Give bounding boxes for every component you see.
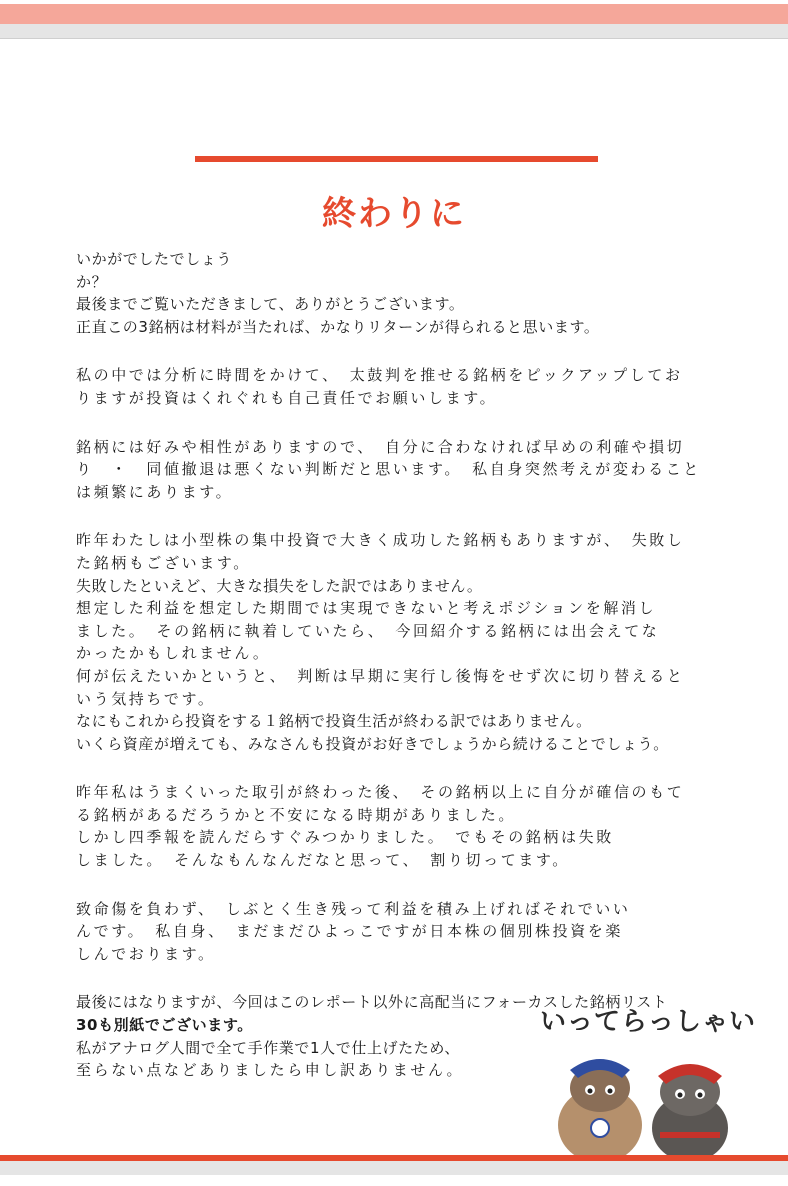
footer-gray-band <box>0 1161 788 1175</box>
text-line: 何が伝えたいかというと、 判断は早期に実行し後悔をせず次に切り替えると <box>76 666 685 685</box>
text-line: か？ <box>76 272 108 291</box>
header-accent-band <box>0 4 788 24</box>
text-line: た銘柄もございます。 <box>76 553 251 572</box>
text-line: しかし四季報を読んだらすぐみつかりました。 でもその銘柄は失敗 <box>76 828 614 847</box>
body-text <box>76 248 766 1108</box>
text-line: いう気持ちです。 <box>76 689 216 708</box>
text-line: は頻繁にあります。 <box>76 482 234 501</box>
paragraph-intro <box>76 248 766 338</box>
text-line: 昨年わたしは小型株の集中投資で大きく成功した銘柄もありますが、 失敗し <box>76 531 685 550</box>
text-line: 最後にはなりますが、今回はこのレポート以外に高配当にフォーカスした銘柄リスト <box>76 993 668 1012</box>
header-gray-band <box>0 24 788 39</box>
text-line: り ・ 同値撤退は悪くない判断だと思います。 私自身突然考えが変わること <box>76 460 701 479</box>
text-line: 想定した利益を想定した期間では実現できないと考えポジションを解消し <box>76 599 657 618</box>
paragraph-survive <box>76 898 766 966</box>
text-line: りますが投資はくれぐれも自己責任でお願いします。 <box>76 388 498 407</box>
text-line: る銘柄があるだろうかと不安になる時期がありました。 <box>76 805 517 824</box>
text-line: 失敗したといえど、大きな損失をした訳ではありません。 <box>76 576 483 595</box>
text-line: かったかもしれません。 <box>76 644 271 663</box>
mascot-right-icon <box>652 1064 728 1160</box>
mascot-caption: いってらっしゃい <box>540 1006 757 1036</box>
text-line: いかがでしたでしょう <box>76 250 233 268</box>
text-line: しました。 そんなもんなんだなと思って、 割り切ってます。 <box>76 851 570 870</box>
title-rule <box>195 156 598 162</box>
text-line: 至らない点などありましたら申し訳ありません。 <box>76 1061 465 1080</box>
text-line: 30も別紙でございます。 <box>76 1016 253 1035</box>
text-line: 正直この3銘柄は材料が当たれば、かなりリターンが得られると思います。 <box>76 317 600 336</box>
text-line: 私がアナログ人間で全て手作業で1人で仕上げたため、 <box>76 1038 460 1057</box>
text-line: ました。 その銘柄に執着していたら、 今回紹介する銘柄には出会えてな <box>76 621 660 640</box>
text-line: んです。 私自身、 まだまだひよっこですが日本株の個別株投資を楽 <box>76 922 624 941</box>
paragraph-last-year <box>76 529 766 755</box>
paragraph-analysis <box>76 364 766 409</box>
text-line: 致命傷を負わず、 しぶとく生き残って利益を積み上げればそれでいい <box>76 899 631 918</box>
text-line: いくら資産が増えても、みなさんも投資がお好きでしょうから続けることでしょう。 <box>76 734 669 753</box>
mascot-left-icon <box>558 1059 642 1160</box>
text-line: 私の中では分析に時間をかけて、 太鼓判を推せる銘柄をピックアップしてお <box>76 366 683 385</box>
text-line: 昨年私はうまくいった取引が終わった後、 その銘柄以上に自分が確信のもて <box>76 783 685 802</box>
text-line: 最後までご覧いただきまして、ありがとうございます。 <box>76 295 465 314</box>
paragraph-anxiety <box>76 781 766 871</box>
paragraph-preferences <box>76 436 766 504</box>
text-line: なにもこれから投資をする１銘柄で投資生活が終わる訳ではありません。 <box>76 712 592 731</box>
page-title: 終わりに <box>322 194 466 234</box>
mascot-illustration <box>530 1000 770 1160</box>
text-line: しんでおります。 <box>76 944 216 963</box>
text-line: 銘柄には好みや相性がありますので、 自分に合わなければ早めの利確や損切 <box>76 437 685 456</box>
